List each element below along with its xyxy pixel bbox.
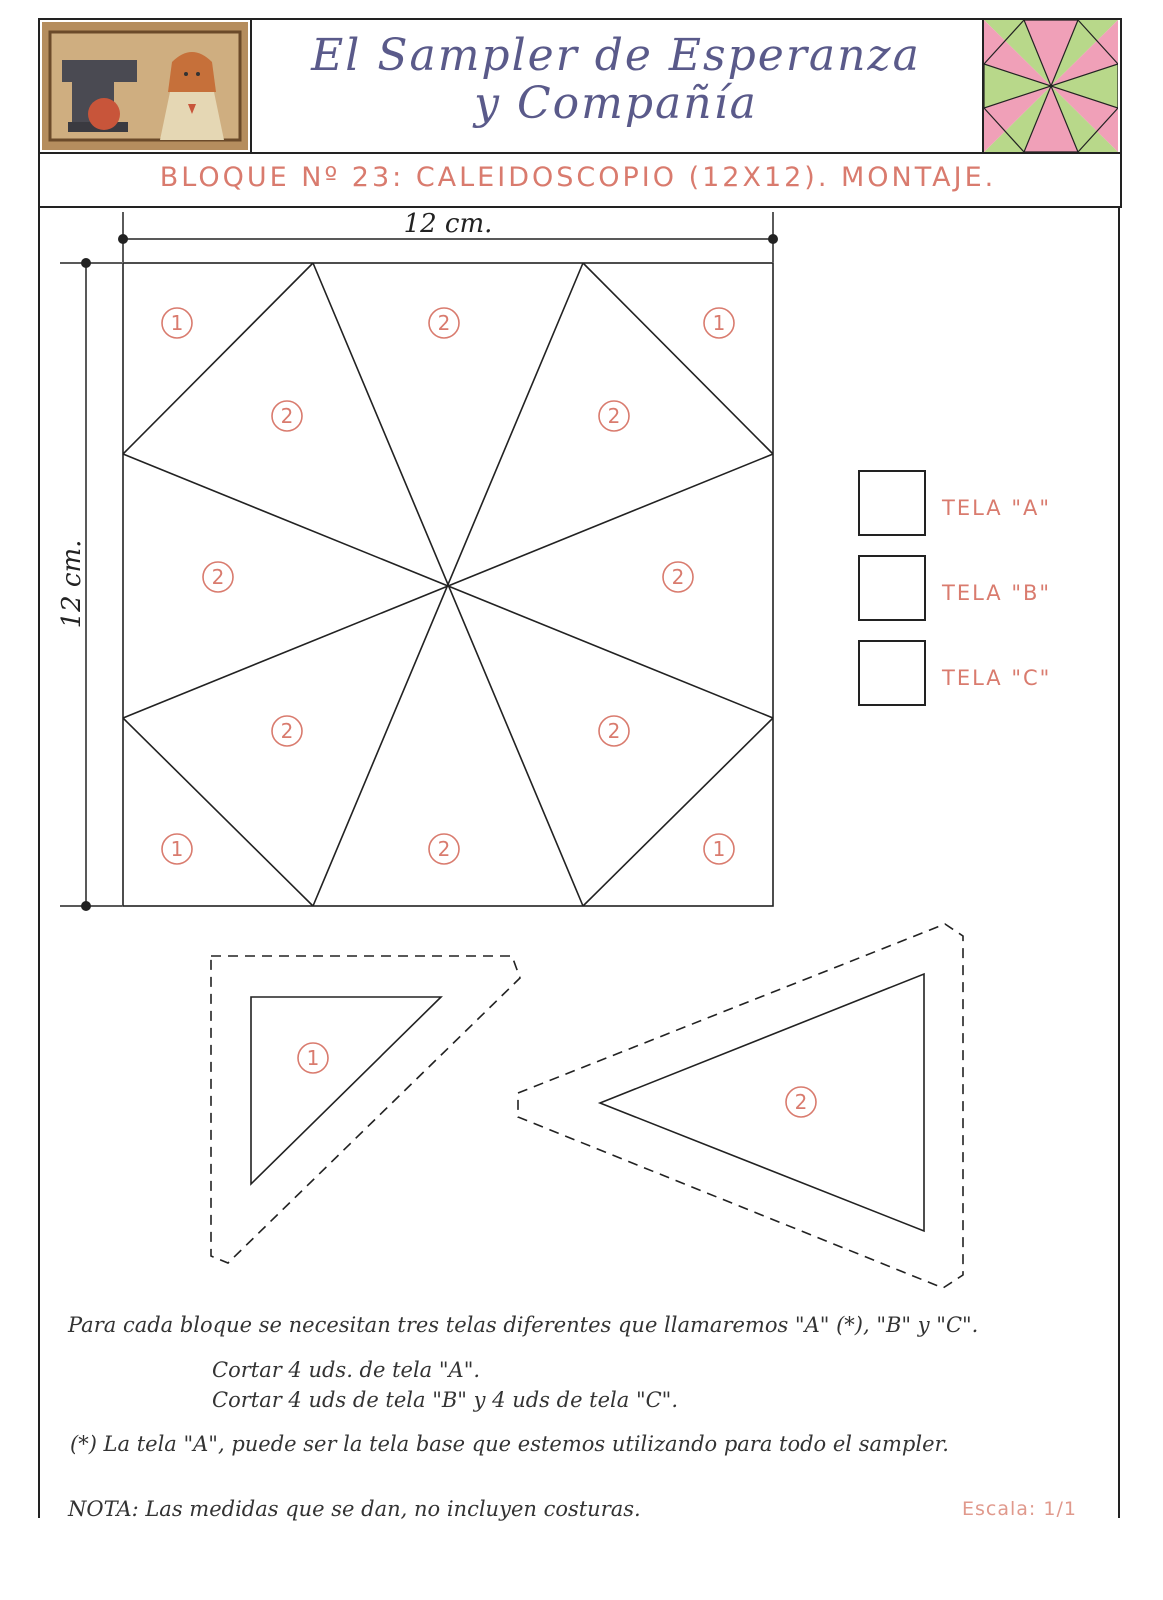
piece-number: 1 — [712, 837, 726, 861]
piece-label — [429, 834, 459, 864]
height-dimension — [57, 258, 122, 911]
fabric-a-label: TELA "A" — [942, 496, 1052, 520]
piece-label — [599, 716, 629, 746]
fabric-c-label: TELA "C" — [942, 666, 1052, 690]
cut-instruction-1: Cortar 4 uds. de tela "A". — [212, 1358, 481, 1382]
piece-number: 2 — [607, 404, 621, 428]
piece-label — [704, 308, 734, 338]
block-subtitle: BLOQUE Nº 23: CALEIDOSCOPIO (12X12). MONTAJE. — [159, 162, 997, 193]
fabric-c-swatch — [858, 640, 926, 706]
width-label: 12 cm. — [403, 209, 493, 239]
piece-label — [162, 834, 192, 864]
piece-number: 2 — [280, 719, 294, 743]
fabric-note: (*) La tela "A", puede ser la tela base que estemos utilizando para todo el sampler. — [70, 1432, 949, 1456]
piece-label — [599, 401, 629, 431]
template-number: 2 — [794, 1090, 808, 1114]
height-label: 12 cm. — [57, 539, 87, 629]
piece-number: 1 — [170, 837, 184, 861]
piece-number: 1 — [170, 311, 184, 335]
seam-allowance-note: NOTA: Las medidas que se dan, no incluyen costuras. — [68, 1497, 641, 1521]
cut-instruction-2: Cortar 4 uds de tela "B" y 4 uds de tela "C". — [212, 1388, 679, 1412]
intro-instruction: Para cada bloque se necesitan tres telas diferentes que llamaremos "A" (*), "B" y "C". — [68, 1313, 979, 1337]
template-number: 1 — [306, 1046, 320, 1070]
piece-label — [272, 716, 302, 746]
piece-number: 2 — [671, 565, 685, 589]
piece-number: 2 — [437, 311, 451, 335]
fabric-a-swatch — [858, 470, 926, 536]
piece-label — [663, 562, 693, 592]
template-piece-2 — [518, 924, 963, 1288]
piece-number: 2 — [280, 404, 294, 428]
scale-label: Escala: 1/1 — [962, 1498, 1077, 1520]
piece-number: 2 — [607, 719, 621, 743]
fabric-b-swatch — [858, 555, 926, 621]
piece-label — [272, 401, 302, 431]
template-piece-1 — [211, 956, 520, 1263]
piece-number: 2 — [437, 837, 451, 861]
fabric-b-label: TELA "B" — [942, 581, 1052, 605]
title-line-2: y Compañía — [474, 78, 758, 129]
piece-number: 2 — [211, 565, 225, 589]
piece-label — [203, 562, 233, 592]
piece-label — [429, 308, 459, 338]
title-line-1: El Sampler de Esperanza — [311, 30, 921, 81]
piece-label — [162, 308, 192, 338]
piece-number: 1 — [712, 311, 726, 335]
piece-label — [704, 834, 734, 864]
width-dimension — [118, 209, 778, 262]
